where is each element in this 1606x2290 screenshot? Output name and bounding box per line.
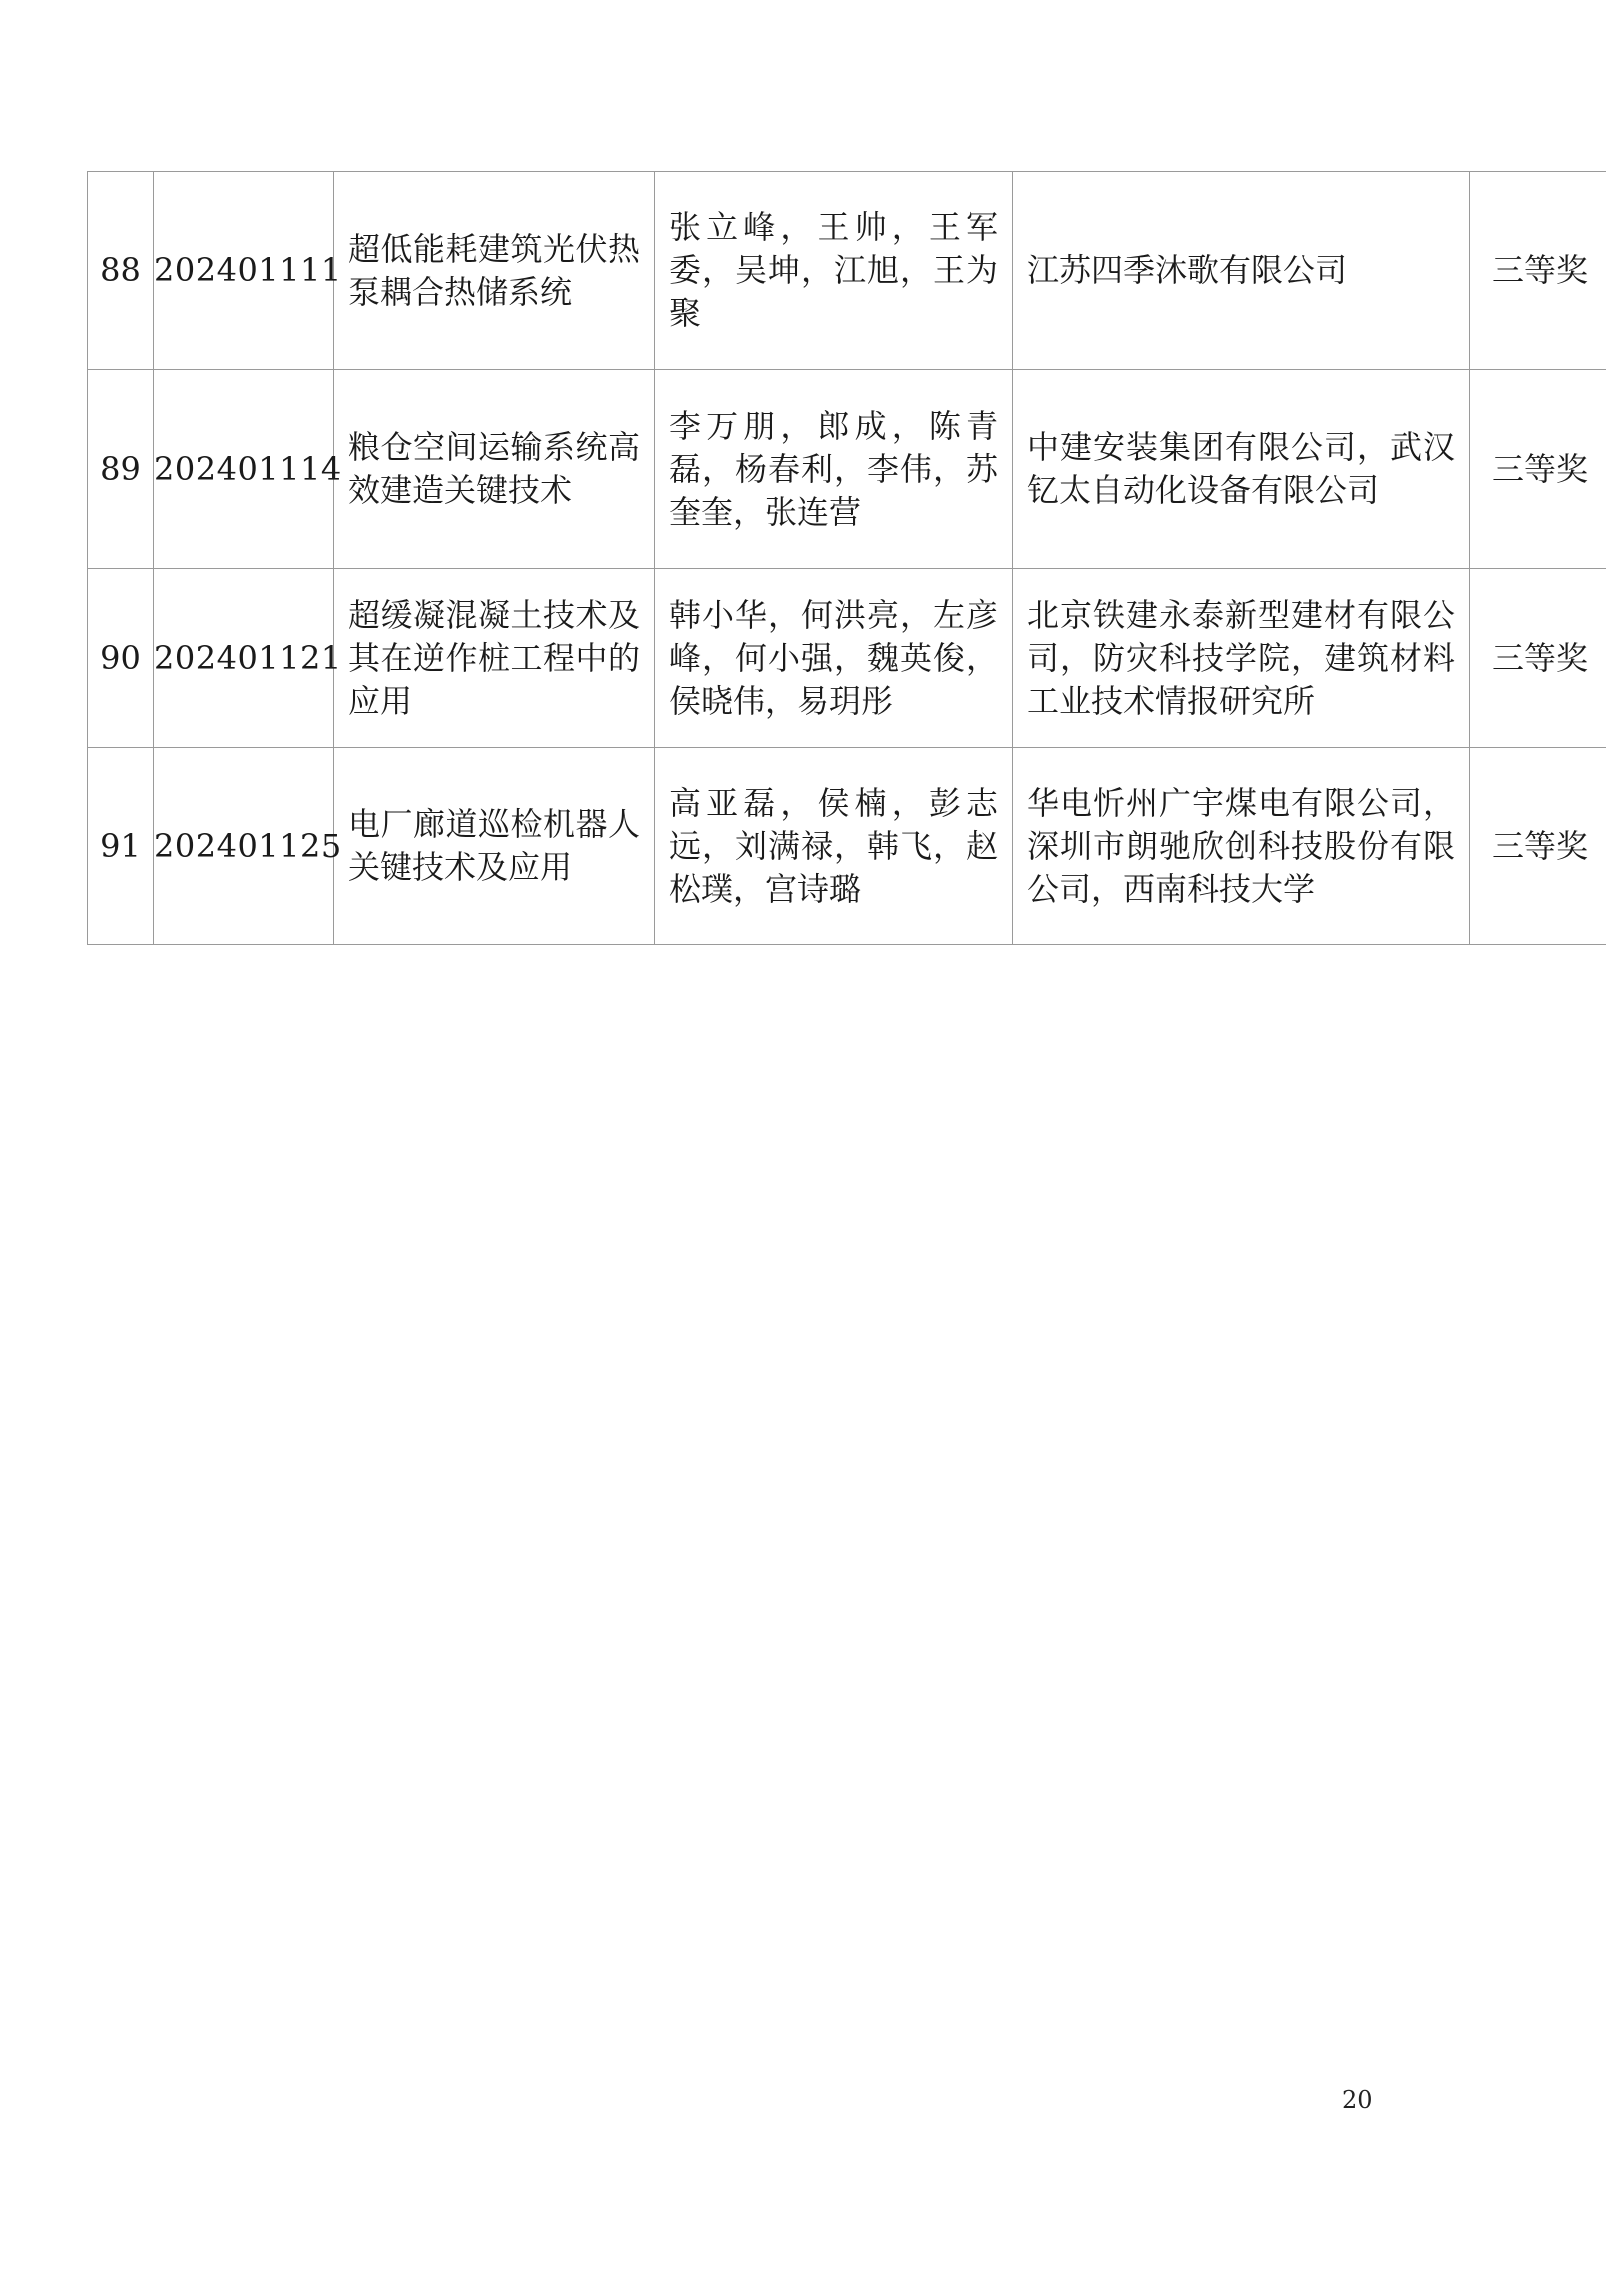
project-organization [1013,370,1470,569]
project-id: 202401125 [154,748,334,945]
project-organization [1013,172,1470,370]
row-number: 91 [88,748,154,945]
table-row [88,569,1606,748]
project-organization [1013,569,1470,748]
table-row [88,172,1606,370]
row-number: 90 [88,569,154,748]
awards-table [87,171,1606,945]
page-number: 20 [1342,2086,1373,2114]
project-name [334,370,655,569]
award-level: 三等奖 [1470,748,1606,945]
award-level: 三等奖 [1470,172,1606,370]
project-organization-text: 华电忻州广宇煤电有限公司，深圳市朗驰欣创科技股份有限公司，西南科技大学 [1027,783,1455,908]
project-name-text: 超低能耗建筑光伏热泵耦合热储系统 [348,229,640,311]
project-name-text: 粮仓空间运输系统高效建造关键技术 [348,428,640,509]
project-people-text: 李万朋，郎成，陈青磊，杨春利，李伟，苏奎奎，张连营 [669,406,998,531]
project-name [334,569,655,748]
award-level: 三等奖 [1470,370,1606,569]
project-people [655,748,1013,945]
project-organization [1013,748,1470,945]
table-row [88,748,1606,945]
project-people-text: 韩小华，何洪亮，左彦峰，何小强，魏英俊，侯晓伟，易玥彤 [669,595,998,720]
project-name [334,748,655,945]
project-people [655,370,1013,569]
project-organization-text: 中建安装集团有限公司，武汉钇太自动化设备有限公司 [1027,428,1455,509]
project-id: 202401114 [154,370,334,569]
project-people [655,569,1013,748]
project-people-text: 张立峰，王帅，王军委，吴坤，江旭，王为聚 [669,208,998,332]
project-name-text: 超缓凝混凝土技术及其在逆作桩工程中的应用 [348,595,640,720]
project-organization-text: 江苏四季沐歌有限公司 [1027,251,1348,289]
award-level: 三等奖 [1470,569,1606,748]
project-id: 202401111 [154,172,334,370]
row-number: 88 [88,172,154,370]
project-people [655,172,1013,370]
table-row [88,370,1606,569]
project-people-text: 高亚磊，侯楠，彭志远，刘满禄，韩飞，赵松璞，宫诗璐 [669,783,998,908]
project-organization-text: 北京铁建永泰新型建材有限公司，防灾科技学院，建筑材料工业技术情报研究所 [1027,595,1455,720]
project-name-text: 电厂廊道巡检机器人关键技术及应用 [348,805,640,886]
project-id: 202401121 [154,569,334,748]
row-number: 89 [88,370,154,569]
project-name [334,172,655,370]
